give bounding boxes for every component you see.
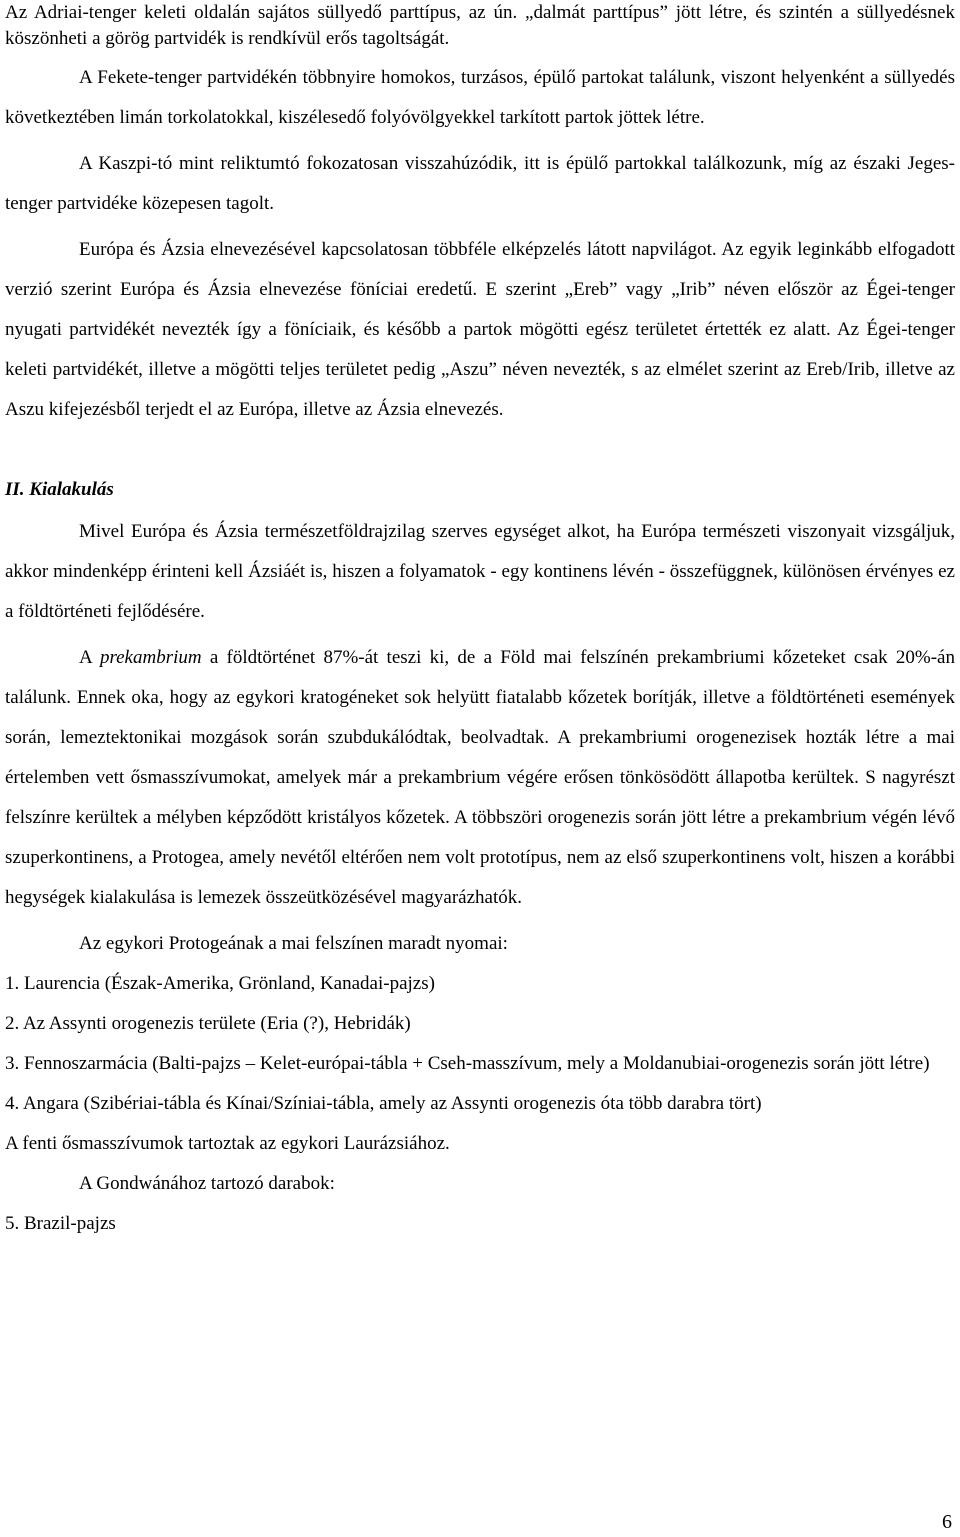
section-heading: II. Kialakulás: [5, 479, 114, 500]
list-item-brazil: 5. Brazil-pajzs: [5, 1213, 116, 1234]
list-item-laurencia: 1. Laurencia (Észak-Amerika, Grönland, Kanadai-pajzs): [5, 973, 435, 994]
paragraph-mivel: Mivel Európa és Ázsia természetföldrajzilag szerves egységet alkot, ha Európa természeti viszonyait vizsgáljuk, akkor mindenképp érinteni kell Ázsiáét is, hiszen a folyamatok - egy kontinens lévén - összefüggnek, különösen érvényes ez a földtörténeti fejlődésére.: [5, 521, 955, 622]
document-page: [5, 0, 955, 1244]
list-item-angara: 4. Angara (Szibériai-tábla és Kínai/Színiai-tábla, amely az Assynti orogenezis óta több darabra tört): [5, 1093, 762, 1114]
paragraph-fekete-tenger: A Fekete-tenger partvidékén többnyire homokos, turzásos, épülő partokat találunk, viszont helyenként a süllyedés következtében limán torkolatokkal, kiszélesedő folyóvölgyekkel tarkított partok jöttek létre.: [5, 67, 955, 128]
paragraph-protogea-intro: Az egykori Protogeának a mai felszínen maradt nyomai:: [79, 933, 508, 954]
list-item-assynti: 2. Az Assynti orogenezis területe (Eria (?), Hebridák): [5, 1013, 411, 1034]
paragraph-prekambrium: [5, 638, 955, 918]
paragraph-laurazsia: A fenti ősmasszívumok tartoztak az egykori Laurázsiához.: [5, 1133, 450, 1154]
prekambrium-term: prekambrium: [99, 647, 202, 668]
prekambrium-lead: A: [79, 647, 100, 668]
prekambrium-body: a földtörténet 87%-át teszi ki, de a Föld mai felszínén prekambriumi kőzeteket csak 20%-án találunk. Ennek oka, hogy az egykori kratogéneket sok helyütt fiatalabb kőzetek borítják, illetve a földtörténeti események során, lemeztektonikai mozgások során szubdukálódtak, beolvadtak. A prekambriumi orogenezisek hozták létre a mai értelemben vett ősmasszívumokat, amelyek már a prekambrium végére erősen tönkösödött állapotba kerültek. S nagyrészt felszínre kerültek a mélyben képződött kristályos kőzetek. A többszöri orogenezis során jött létre a prekambrium végén lévő szuperkontinens, a Protogea, amely nevétől eltérően nem volt prototípus, nem az első szuperkontinens volt, hiszen a korábbi hegységek kialakulása is lemezek összeütközésével magyarázhatók.: [5, 647, 955, 908]
paragraph-europa-azsia: Európa és Ázsia elnevezésével kapcsolatosan többféle elképzelés látott napvilágot. Az egyik leginkább elfogadott verzió szerint Európa és Ázsia elnevezése föníciai eredetű. E szerint „Ereb” vagy „Irib” néven először az Égei-tenger nyugati partvidékét nevezték így a föníciaik, és később a partok mögötti egész területet értették ez alatt. Az Égei-tenger keleti partvidékét, illetve a mögötti teljes területet pedig „Aszu” néven nevezték, s az elmélet szerint az Ereb/Irib, illetve az Aszu kifejezésből terjedt el az Európa, illetve az Ázsia elnevezés.: [5, 239, 955, 420]
paragraph-gondwana-intro: A Gondwánához tartozó darabok:: [79, 1173, 335, 1194]
paragraph-kaszpi: A Kaszpi-tó mint reliktumtó fokozatosan visszahúzódik, itt is épülő partokkal találkozunk, míg az északi Jeges-tenger partvidéke közepesen tagolt.: [5, 153, 955, 214]
paragraph-dalmat: Az Adriai-tenger keleti oldalán sajátos süllyedő parttípus, az ún. „dalmát parttípus” jött létre, és szintén a süllyedésnek köszönheti a görög partvidék is rendkívül erős tagoltságát.: [5, 2, 955, 49]
list-item-fennoszarmacia: 3. Fennoszarmácia (Balti-pajzs – Kelet-európai-tábla + Cseh-masszívum, mely a Moldanubiai-orogenezis során jött létre): [5, 1053, 930, 1074]
page-number: 6: [942, 1511, 952, 1533]
